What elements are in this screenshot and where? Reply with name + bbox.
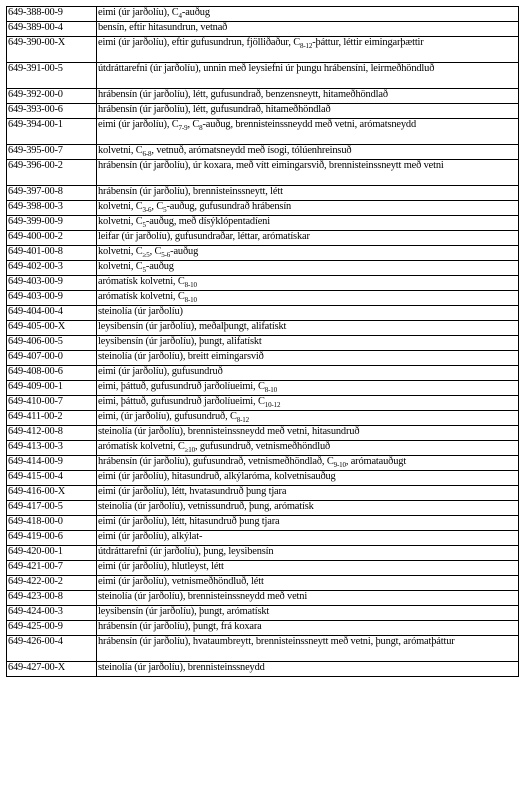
- substance-name-cell: kolvetni, $C_5$-auðug, með dísýklópentadíeni: [97, 216, 519, 231]
- substance-name-cell: eimi (úr jarðolíu), gufusundruð: [97, 366, 519, 381]
- substance-name-cell: leysibensín (úr jarðolíu), þungt, alifatískt: [97, 336, 519, 351]
- index-number-cell: 649-397-00-8: [7, 186, 97, 201]
- substance-name-cell: steinolía (úr jarðolíu), brennisteinssneydd: [97, 662, 519, 677]
- substance-name-cell: steinolía (úr jarðolíu), brennisteinssneydd með vetni, hitasundruð: [97, 426, 519, 441]
- index-number-cell: 649-418-00-0: [7, 516, 97, 531]
- index-number-cell: 649-407-00-0: [7, 351, 97, 366]
- table-row: [7, 531, 519, 546]
- substance-name-cell: arómatísk kolvetni, $C_{8-10}$: [97, 291, 519, 306]
- table-row: [7, 411, 519, 426]
- table-row: [7, 231, 519, 246]
- table-row: [7, 37, 519, 63]
- substance-name-cell: arómatísk kolvetni, $C_{\ge 10}$, gufusundruð, vetnismeðhöndluð: [97, 441, 519, 456]
- table-row: [7, 89, 519, 104]
- substance-name-cell: arómatísk kolvetni, $C_{8-10}$: [97, 276, 519, 291]
- substance-name-cell: steinolía (úr jarðolíu): [97, 306, 519, 321]
- index-number-cell: 649-395-00-7: [7, 145, 97, 160]
- table-row: [7, 351, 519, 366]
- index-number-cell: 649-399-00-9: [7, 216, 97, 231]
- index-number-cell: 649-413-00-3: [7, 441, 97, 456]
- table-row: [7, 501, 519, 516]
- substance-name-cell: leifar (úr jarðolíu), gufusundraðar, léttar, arómatískar: [97, 231, 519, 246]
- index-number-cell: 649-403-00-9: [7, 276, 97, 291]
- index-number-cell: 649-411-00-2: [7, 411, 97, 426]
- table-row: [7, 186, 519, 201]
- table-row: [7, 366, 519, 381]
- table-row: [7, 471, 519, 486]
- index-number-cell: 649-390-00-X: [7, 37, 97, 63]
- substance-name-cell: eimi (úr jarðolíu), hitasundruð, alkýlaróma, kolvetnisauðug: [97, 471, 519, 486]
- table-row: [7, 546, 519, 561]
- index-number-cell: 649-392-00-0: [7, 89, 97, 104]
- table-row: [7, 456, 519, 471]
- substance-name-cell: steinolía (úr jarðolíu), brennisteinssneydd með vetni: [97, 591, 519, 606]
- index-number-cell: 649-408-00-6: [7, 366, 97, 381]
- substance-name-cell: bensín, eftir hitasundrun, vetnað: [97, 22, 519, 37]
- table-row: [7, 621, 519, 636]
- substance-name-cell: eimi (úr jarðolíu), létt, hitasundruð þung tjara: [97, 516, 519, 531]
- table-row: [7, 321, 519, 336]
- substance-name-cell: kolvetni, $C_5$-auðug: [97, 261, 519, 276]
- substance-name-cell: eimi (úr jarðolíu), alkýlat-: [97, 531, 519, 546]
- substance-name-cell: hrábensín (úr jarðolíu), gufusundrað, vetnismeðhöndlað, $C_{9-10}$, arómatauðugt: [97, 456, 519, 471]
- index-number-cell: 649-424-00-3: [7, 606, 97, 621]
- index-number-cell: 649-409-00-1: [7, 381, 97, 396]
- index-number-cell: 649-422-00-2: [7, 576, 97, 591]
- index-number-cell: 649-425-00-9: [7, 621, 97, 636]
- table-row: [7, 104, 519, 119]
- table-row: [7, 426, 519, 441]
- substance-name-cell: eimi, (úr jarðolíu), gufusundruð, $C_{8-12}$: [97, 411, 519, 426]
- table-row: [7, 246, 519, 261]
- table-row: [7, 7, 519, 22]
- substance-name-cell: útdráttarefni (úr jarðolíu), þung, leysibensín: [97, 546, 519, 561]
- index-number-cell: 649-427-00-X: [7, 662, 97, 677]
- table-row: [7, 201, 519, 216]
- substance-name-cell: eimi (úr jarðolíu), $C_4$-auðug: [97, 7, 519, 22]
- index-number-cell: 649-412-00-8: [7, 426, 97, 441]
- table-row: [7, 441, 519, 456]
- index-number-cell: 649-410-00-7: [7, 396, 97, 411]
- table-row: [7, 636, 519, 662]
- index-number-cell: 649-388-00-9: [7, 7, 97, 22]
- table-row: [7, 591, 519, 606]
- table-row: [7, 216, 519, 231]
- substance-name-cell: útdráttarefni (úr jarðolíu), unnin með leysiefni úr þungu hrábensíni, leirmeðhöndluð: [97, 63, 519, 89]
- table-row: [7, 119, 519, 145]
- substance-name-cell: eimi (úr jarðolíu), hlutleyst, létt: [97, 561, 519, 576]
- table-row: [7, 516, 519, 531]
- substance-name-cell: eimi, þáttuð, gufusundruð jarðolíueimi, $C_{8-10}$: [97, 381, 519, 396]
- index-number-cell: 649-404-00-4: [7, 306, 97, 321]
- index-number-cell: 649-416-00-X: [7, 486, 97, 501]
- table-row: [7, 396, 519, 411]
- table-body: [7, 7, 519, 677]
- table-row: [7, 261, 519, 276]
- table-row: [7, 336, 519, 351]
- substance-name-cell: steinolía (úr jarðolíu), vetnissundruð, þung, arómatísk: [97, 501, 519, 516]
- substance-name-cell: kolvetni, $C_{6-8}$, vetnuð, arómatsneydd með ísogi, tólúenhreinsuð: [97, 145, 519, 160]
- index-number-cell: 649-396-00-2: [7, 160, 97, 186]
- index-number-cell: 649-393-00-6: [7, 104, 97, 119]
- substance-name-cell: kolvetni, $C_{3-6}$, $C_5$-auðug, gufusundrað hrábensín: [97, 201, 519, 216]
- index-number-cell: 649-405-00-X: [7, 321, 97, 336]
- table-row: [7, 145, 519, 160]
- substance-name-cell: hrábensín (úr jarðolíu), létt, gufusundrað, hitameðhöndlað: [97, 104, 519, 119]
- substance-name-cell: eimi (úr jarðolíu), vetnismeðhöndluð, létt: [97, 576, 519, 591]
- table-row: [7, 276, 519, 291]
- index-number-cell: 649-420-00-1: [7, 546, 97, 561]
- index-number-cell: 649-394-00-1: [7, 119, 97, 145]
- substance-name-cell: leysibensín (úr jarðolíu), meðalþungt, alifatískt: [97, 321, 519, 336]
- substance-name-cell: hrábensín (úr jarðolíu), brennisteinssneytt, létt: [97, 186, 519, 201]
- substance-name-cell: steinolía (úr jarðolíu), breitt eimingarsvið: [97, 351, 519, 366]
- index-number-cell: 649-398-00-3: [7, 201, 97, 216]
- substance-name-cell: eimi, þáttuð, gufusundruð jarðolíueimi, $C_{10-12}$: [97, 396, 519, 411]
- table-row: [7, 606, 519, 621]
- table-row: [7, 63, 519, 89]
- index-number-cell: 649-426-00-4: [7, 636, 97, 662]
- table-row: [7, 486, 519, 501]
- substance-name-cell: kolvetni, $C_{\ge 5}$, $C_{5-6}$-auðug: [97, 246, 519, 261]
- table-row: [7, 160, 519, 186]
- index-number-cell: 649-401-00-8: [7, 246, 97, 261]
- substance-name-cell: hrábensín (úr jarðolíu), úr koxara, með vítt eimingarsvið, brennisteinssneytt með vetni: [97, 160, 519, 186]
- substance-name-cell: eimi (úr jarðolíu), létt, hvatasundruð þung tjara: [97, 486, 519, 501]
- substance-name-cell: hrábensín (úr jarðolíu), þungt, frá koxara: [97, 621, 519, 636]
- substance-name-cell: eimi (úr jarðolíu), eftir gufusundrun, fjölliðaður, $C_{8-12}$-þáttur, léttir eimingarþættir: [97, 37, 519, 63]
- substance-name-cell: leysibensín (úr jarðolíu), þungt, arómatískt: [97, 606, 519, 621]
- index-number-cell: 649-400-00-2: [7, 231, 97, 246]
- table-row: [7, 291, 519, 306]
- substance-name-cell: eimi (úr jarðolíu), $C_{7-9}$, $C_8$-auðug, brennisteinssneydd með vetni, arómatsneydd: [97, 119, 519, 145]
- table-row: [7, 306, 519, 321]
- index-number-cell: 649-417-00-5: [7, 501, 97, 516]
- index-number-cell: 649-389-00-4: [7, 22, 97, 37]
- index-number-cell: 649-402-00-3: [7, 261, 97, 276]
- index-number-cell: 649-414-00-9: [7, 456, 97, 471]
- index-number-cell: 649-423-00-8: [7, 591, 97, 606]
- table-row: [7, 381, 519, 396]
- index-number-cell: 649-421-00-7: [7, 561, 97, 576]
- index-number-cell: 649-391-00-5: [7, 63, 97, 89]
- table-row: [7, 662, 519, 677]
- substance-name-cell: hrábensín (úr jarðolíu), hvataumbreytt, brennisteinssneytt með vetni, þungt, arómatþáttur: [97, 636, 519, 662]
- index-number-cell: 649-406-00-5: [7, 336, 97, 351]
- table-row: [7, 22, 519, 37]
- index-number-cell: 649-415-00-4: [7, 471, 97, 486]
- table-row: [7, 576, 519, 591]
- index-number-cell: 649-403-00-9: [7, 291, 97, 306]
- substance-name-cell: hrábensín (úr jarðolíu), létt, gufusundrað, benzensneytt, hitameðhöndlað: [97, 89, 519, 104]
- substance-table: [6, 6, 519, 677]
- index-number-cell: 649-419-00-6: [7, 531, 97, 546]
- table-row: [7, 561, 519, 576]
